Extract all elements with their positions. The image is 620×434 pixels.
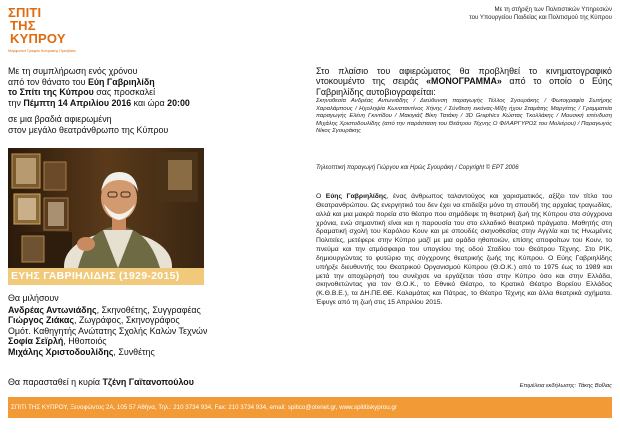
bio-pre: Ο <box>316 193 326 200</box>
event-date: Πέμπτη 14 Απριλίου 2016 <box>23 97 132 108</box>
invite-line3-post: σας προσκαλεί <box>93 87 156 98</box>
support-notice <box>392 6 612 21</box>
invite-line5: σε μια βραδιά αφιερωμένη <box>8 114 112 125</box>
photo-caption: ΕΥΗΣ ΓΑΒΡΙΗΛΙΔΗΣ (1929-2015) <box>8 268 204 285</box>
invite-line4-mid: και ώρα <box>131 97 168 108</box>
invite-line2 <box>8 77 308 88</box>
doc-intro-post: από το οποίο ο Εύης Γαβριηλίδης αυτοβιογραφείται: <box>316 76 612 97</box>
organizer-credit: Επιμέλεια εκδήλωσης: Τάκης Βοΐλας <box>519 383 612 389</box>
speakers-heading: Θα μιλήσουν <box>8 293 59 303</box>
bio-name: Εύης Γαβριηλίδης <box>325 193 387 200</box>
speaker-row <box>8 347 308 358</box>
speaker-name: Ανδρέας Αντωνιάδης <box>8 304 97 315</box>
event-time: 20:00 <box>167 97 190 108</box>
host-name: το Σπίτι της Κύπρου <box>8 87 94 98</box>
invite-line4 <box>8 98 308 109</box>
speakers-list <box>8 293 308 357</box>
contact-footer: ΣΠΙΤΙ ΤΗΣ ΚΥΠΡΟΥ, Ξενοφώντος 2Α, 105 57 Αθήνα, Τηλ.: 210 3734 934, Fax: 210 3734 934, email: spitico@otenet.gr, www.spititiskyprou.gr <box>8 397 612 418</box>
speaker-role: , Ηθοποιός <box>63 336 107 346</box>
speaker-row <box>8 315 308 326</box>
logo-line1: ΣΠΙΤΙ <box>8 5 42 20</box>
speaker-row <box>8 336 308 347</box>
documentary-credits: Σκηνοθεσία Ανδρέας Αντωνιάδης / Διεύθυνση παραγωγής Τέλλος Σγουράκης / Φωτογραφία Σωτήρης Χαραλάμπους / Ηχοληψία Κωνσταντίνος Χήνης / Σύνθεση εικόνας-Μίξη ήχου Σταμάτης Μαργέτης / Γραμματεία παραγωγής Ελένη Γκιντίδου / Μακιγιάζ Βίκη Τατάκη / 3D Graphics Κώστας Τκολλάκης / Μουσική επένδυση Μιχάλης Χριστοδουλίδης (από την παράσταση του Θεάτρου Τέχνης Ο ΦΙΛΑΡΓΥΡΟΣ του Μολιέρου) / Παραγωγός Νίκος Σγουράκης <box>316 98 612 135</box>
bio-text: , ένας άνθρωπος ταλαντούχος και χαρισματικός, αξίζει τον τίτλο του Θεατρανθρώπου. Ως ενεργητικό του δεν έχει να επιδείξει μόνο τη σπουδή της αρχαίας τραγωδίας, αλλά και μια μακρά πορεία στο θέατρο που σημάδεψε τη θεατρική ζωή της Κύπρου στα σύγχρονα χρόνια, ενώ σημαντική είναι και η παρουσία του στο ελλαδικό θεατρικό πράγματα. Μαθητής στη δραματική σχολή του Καρόλου Κουν και με σπουδές σκηνοθεσίας στην Αγγλία και τις Ηνωμένες Πολιτείες, μετέφερε στην Κύπρο μαζί με μια ομάδα ηθοποιών, επίσης αποφοίτων του Κουν, το πνεύμα και την ατμόσφαιρα του υπογείου της οδού Σταδίου του Θεάτρου Τέχνης. Στο ΡΙΚ, δημιουργώντας το φυτώριο της σύγχρονης θεατρικής ζωής της Κύπρου. Ο Εύης Γαβριηλίδης υπήρξε διευθυντής του Θεατρικού Οργανισμού Κύπρου (Θ.Ο.Κ.) από το 1975 έως το 1989 και μετά την αποχώρησή του συνέχισε να εργάζεται τόσο στην Κύπρο όσο και στην Ελλάδα, σκηνοθετώντας για τον Θ.Ο.Κ., το Εθνικό Θέατρο, το Κρατικό Θέατρο Βορείου Ελλάδος (Κ.Θ.Β.Ε.), τα ΔΗ.ΠΕ.ΘΕ. Καλαμάτας και Πάτρας, το Θέατρο Τέχνης και άλλα θεατρικά σχήματα. Έφυγε από τη ζωή στις 15 Απριλίου 2015. <box>316 193 612 307</box>
doc-intro-pre: Στο πλαίσιο του αφιερώματος θα προβληθεί το κινηματογραφικό ντοκουμέντο της σειράς <box>316 66 612 87</box>
speaker-name: Γιώργος Ζιάκας <box>8 315 75 325</box>
speaker-role: , Σκηνοθέτης, Συγγραφέας <box>96 304 201 315</box>
copyright-line: Τηλεοπτική παραγωγή Γιώργου και Ηρώς Σγουράκη / Copyright © ΕΡΤ 2006 <box>316 165 519 171</box>
support-line1: Με τη στήριξη των Πολιτιστικών Υπηρεσιών <box>494 6 612 13</box>
speaker-row <box>8 326 308 337</box>
speaker-role: Ομότ. Καθηγητής Ανώτατης Σχολής Καλών Τεχνών <box>8 325 208 336</box>
support-line2: του Υπουργείου Παιδείας και Πολιτισμού της Κύπρου <box>469 13 612 21</box>
biography <box>316 193 612 308</box>
logo <box>8 6 88 58</box>
honoree-name: Εύη Γαβριηλίδη <box>87 76 155 87</box>
documentary-intro <box>316 66 612 97</box>
speaker-role: , Ζωγράφος, Σκηνογράφος <box>74 315 180 325</box>
logo-line2: ΤΗΣ ΚΥΠΡΟΥ <box>10 18 66 46</box>
series-title: «ΜΟΝΟΓΡΑΜΜΑ» <box>426 76 502 87</box>
invite-line6: στον μεγάλο θεατράνθρωπο της Κύπρου <box>8 124 169 135</box>
speaker-role: , Συνθέτης <box>113 346 155 357</box>
invitation-text <box>8 66 308 136</box>
invite-line3 <box>8 87 308 98</box>
invite-line1: Με τη συμπλήρωση ενός χρόνου <box>8 66 138 76</box>
speaker-row <box>8 305 308 316</box>
portrait-photo <box>8 148 204 268</box>
invite-line4-pre: την <box>8 97 24 108</box>
logo-tagline: Μορφωτικό Γραφείο Κυπριακής Πρεσβείας <box>8 49 76 53</box>
speaker-name: Σοφία Σεϊρλή <box>8 336 64 346</box>
presence-line <box>8 377 308 388</box>
speaker-name: Μιχάλης Χριστοδουλίδης <box>8 346 114 357</box>
presence-name: Τζένη Γαϊτανοπούλου <box>102 377 194 387</box>
presence-pre: Θα παρασταθεί η κυρία <box>8 377 103 387</box>
invite-line2-pre: από τον θάνατο του <box>8 76 88 87</box>
